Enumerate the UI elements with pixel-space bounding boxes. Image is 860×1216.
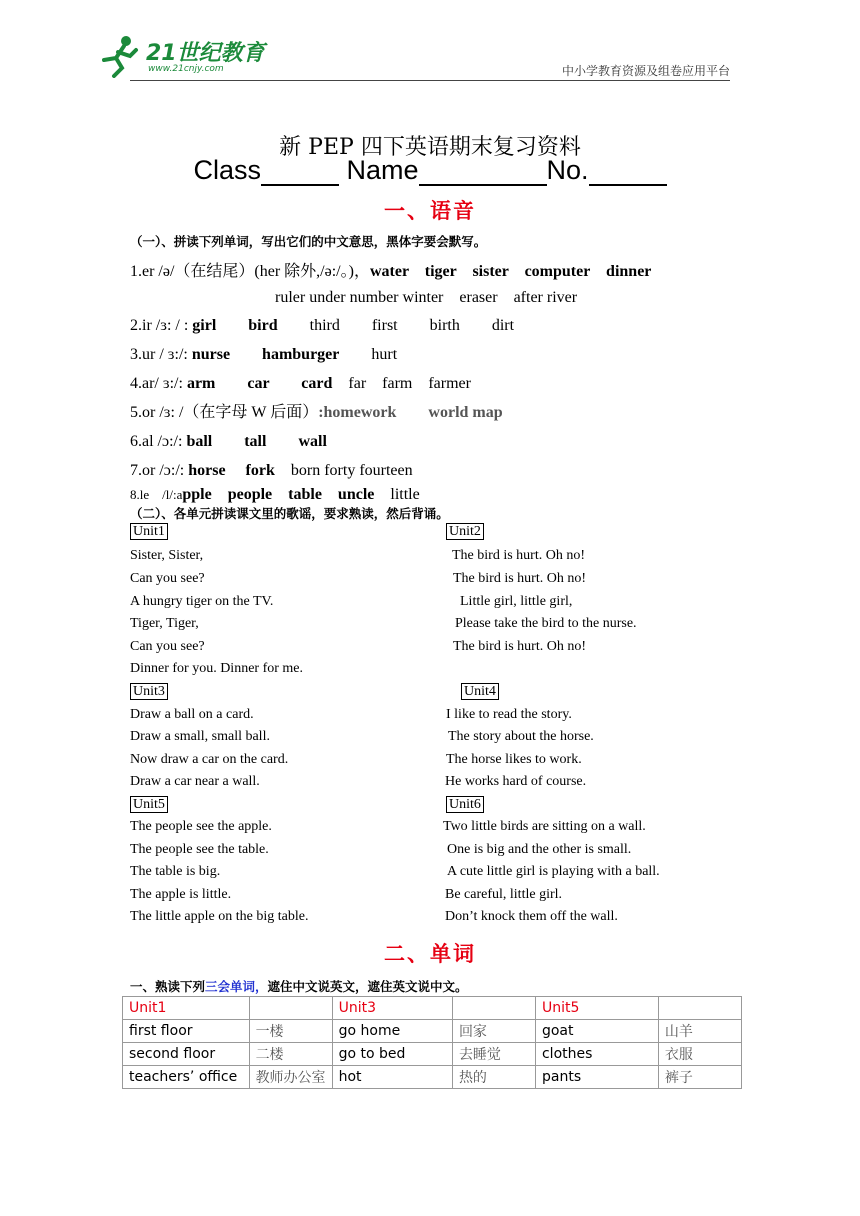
chant-line: The bird is hurt. Oh no! (453, 639, 586, 654)
unit-label: Unit2 (446, 524, 484, 540)
table-cell: 热的 (452, 1066, 535, 1089)
table-cell (452, 997, 535, 1020)
phonics-line: 5.or /ɜ: /（在字母 W 后面）:homework world map (130, 404, 503, 421)
table-cell (658, 997, 741, 1020)
logo-text: 21世纪教育 (146, 41, 265, 66)
table-cell: Unit3 (332, 997, 452, 1020)
name-blank (419, 158, 547, 186)
table-cell: 回家 (452, 1020, 535, 1043)
table-cell (249, 997, 332, 1020)
table-cell: goat (535, 1020, 658, 1043)
table-cell: 去睡觉 (452, 1043, 535, 1066)
page-title: 新 PEP 四下英语期末复习资料 (279, 135, 581, 160)
chant-line: The story about the horse. (448, 729, 594, 744)
chant-line: The people see the table. (130, 842, 269, 857)
table-cell: 山羊 (658, 1020, 741, 1043)
unit-label: Unit6 (446, 797, 484, 813)
table-cell: go to bed (332, 1043, 452, 1066)
header-divider (130, 80, 730, 81)
table-row (123, 1066, 742, 1089)
chant-line: A hungry tiger on the TV. (130, 594, 274, 609)
phonics-line: 4.ar/ ɜ:/: arm car card far farm farmer (130, 375, 471, 392)
chant-line: Draw a car near a wall. (130, 774, 260, 789)
chant-line: Sister, Sister, (130, 548, 204, 563)
unit-label: Unit3 (130, 684, 168, 700)
chant-line: One is big and the other is small. (447, 842, 632, 857)
chant-line: Two little birds are sitting on a wall. (443, 819, 646, 834)
table-cell: 二楼 (249, 1043, 332, 1066)
runner-logo-icon (96, 34, 144, 78)
logo-url: www.21cnjy.com (148, 64, 224, 74)
table-cell: teachers’ office (123, 1066, 250, 1089)
table-cell: hot (332, 1066, 452, 1089)
chant-line: The horse likes to work. (446, 752, 582, 767)
unit-label: Unit1 (130, 524, 168, 540)
table-cell: first floor (123, 1020, 250, 1043)
chant-line: Tiger, Tiger, (130, 616, 199, 631)
chant-line: Be careful, little girl. (445, 887, 563, 902)
chant-line: Can you see? (130, 571, 205, 586)
chant-line: A cute little girl is playing with a ball. (447, 864, 660, 879)
phonics-line: 2.ir /ɜ: / : girl bird third first birth dirt (130, 317, 515, 334)
vocabulary-table (122, 996, 742, 1089)
phonics-line: 1.er /ə/（在结尾）(her 除外,/ə:/。)，water tiger sister computer dinner (130, 263, 652, 280)
table-cell: Unit1 (123, 997, 250, 1020)
table-cell: 衣服 (658, 1043, 741, 1066)
chant-line: Please take the bird to the nurse. (455, 616, 637, 631)
chant-line: Draw a ball on a card. (130, 707, 254, 722)
chant-line: Can you see? (130, 639, 205, 654)
table-cell: 一楼 (249, 1020, 332, 1043)
chant-line: The people see the apple. (130, 819, 272, 834)
phonics-line: 8.le /l/:apple people table uncle little (130, 486, 420, 503)
chant-line: Dinner for you. Dinner for me. (130, 661, 304, 676)
chant-line: The apple is little. (130, 887, 232, 902)
class-blank (261, 158, 339, 186)
phonics-line: 3.ur / ɜ:/: nurse hamburger hurt (130, 346, 398, 363)
table-row (123, 997, 742, 1020)
table-row (123, 1043, 742, 1066)
chant-instruction: （二）、各单元拼读课文里的歌谣，要求熟读，然后背诵。 (130, 506, 449, 521)
chant-line: Draw a small, small ball. (130, 729, 270, 744)
table-cell: Unit5 (535, 997, 658, 1020)
phonics-line: ruler under number winter eraser after river (275, 289, 578, 306)
phonics-instruction: （一）、拼读下列单词，写出它们的中文意思，黑体字要会默写。 (130, 234, 487, 249)
name-label: Name (346, 155, 419, 185)
chant-line: I like to read the story. (446, 707, 572, 722)
chant-line: The little apple on the big table. (130, 909, 309, 924)
unit-label: Unit4 (461, 684, 499, 700)
table-cell: second floor (123, 1043, 250, 1066)
class-label: Class (193, 155, 261, 185)
no-label: No. (546, 155, 589, 185)
chant-line: The bird is hurt. Oh no! (453, 571, 586, 586)
unit-label: Unit5 (130, 797, 168, 813)
table-cell: go home (332, 1020, 452, 1043)
chant-line: The table is big. (130, 864, 221, 879)
table-cell: 裤子 (658, 1066, 741, 1089)
vocabulary-instruction: 一、熟读下列三会单词，遮住中文说英文，遮住英文说中文。 (130, 979, 468, 994)
section-heading-vocabulary: 二、单词 (384, 942, 476, 966)
table-row (123, 1020, 742, 1043)
phonics-line: 6.al /ɔ:/: ball tall wall (130, 433, 327, 450)
no-blank (589, 158, 667, 186)
table-cell: pants (535, 1066, 658, 1089)
section-heading-phonics: 一、语音 (384, 199, 476, 223)
chant-line: Now draw a car on the card. (130, 752, 289, 767)
phonics-line: 7.or /ɔ:/: horse fork born forty fourteen (130, 462, 413, 479)
table-cell: 教师办公室 (249, 1066, 332, 1089)
class-name-no-line (0, 155, 860, 186)
chant-line: Little girl, little girl, (460, 594, 573, 609)
logo (96, 34, 266, 78)
chant-line: He works hard of course. (445, 774, 587, 789)
header-platform-text: 中小学教育资源及组卷应用平台 (561, 64, 730, 78)
chant-line: The bird is hurt. Oh no! (452, 548, 585, 563)
table-cell: clothes (535, 1043, 658, 1066)
chant-line: Don’t knock them off the wall. (445, 909, 618, 924)
